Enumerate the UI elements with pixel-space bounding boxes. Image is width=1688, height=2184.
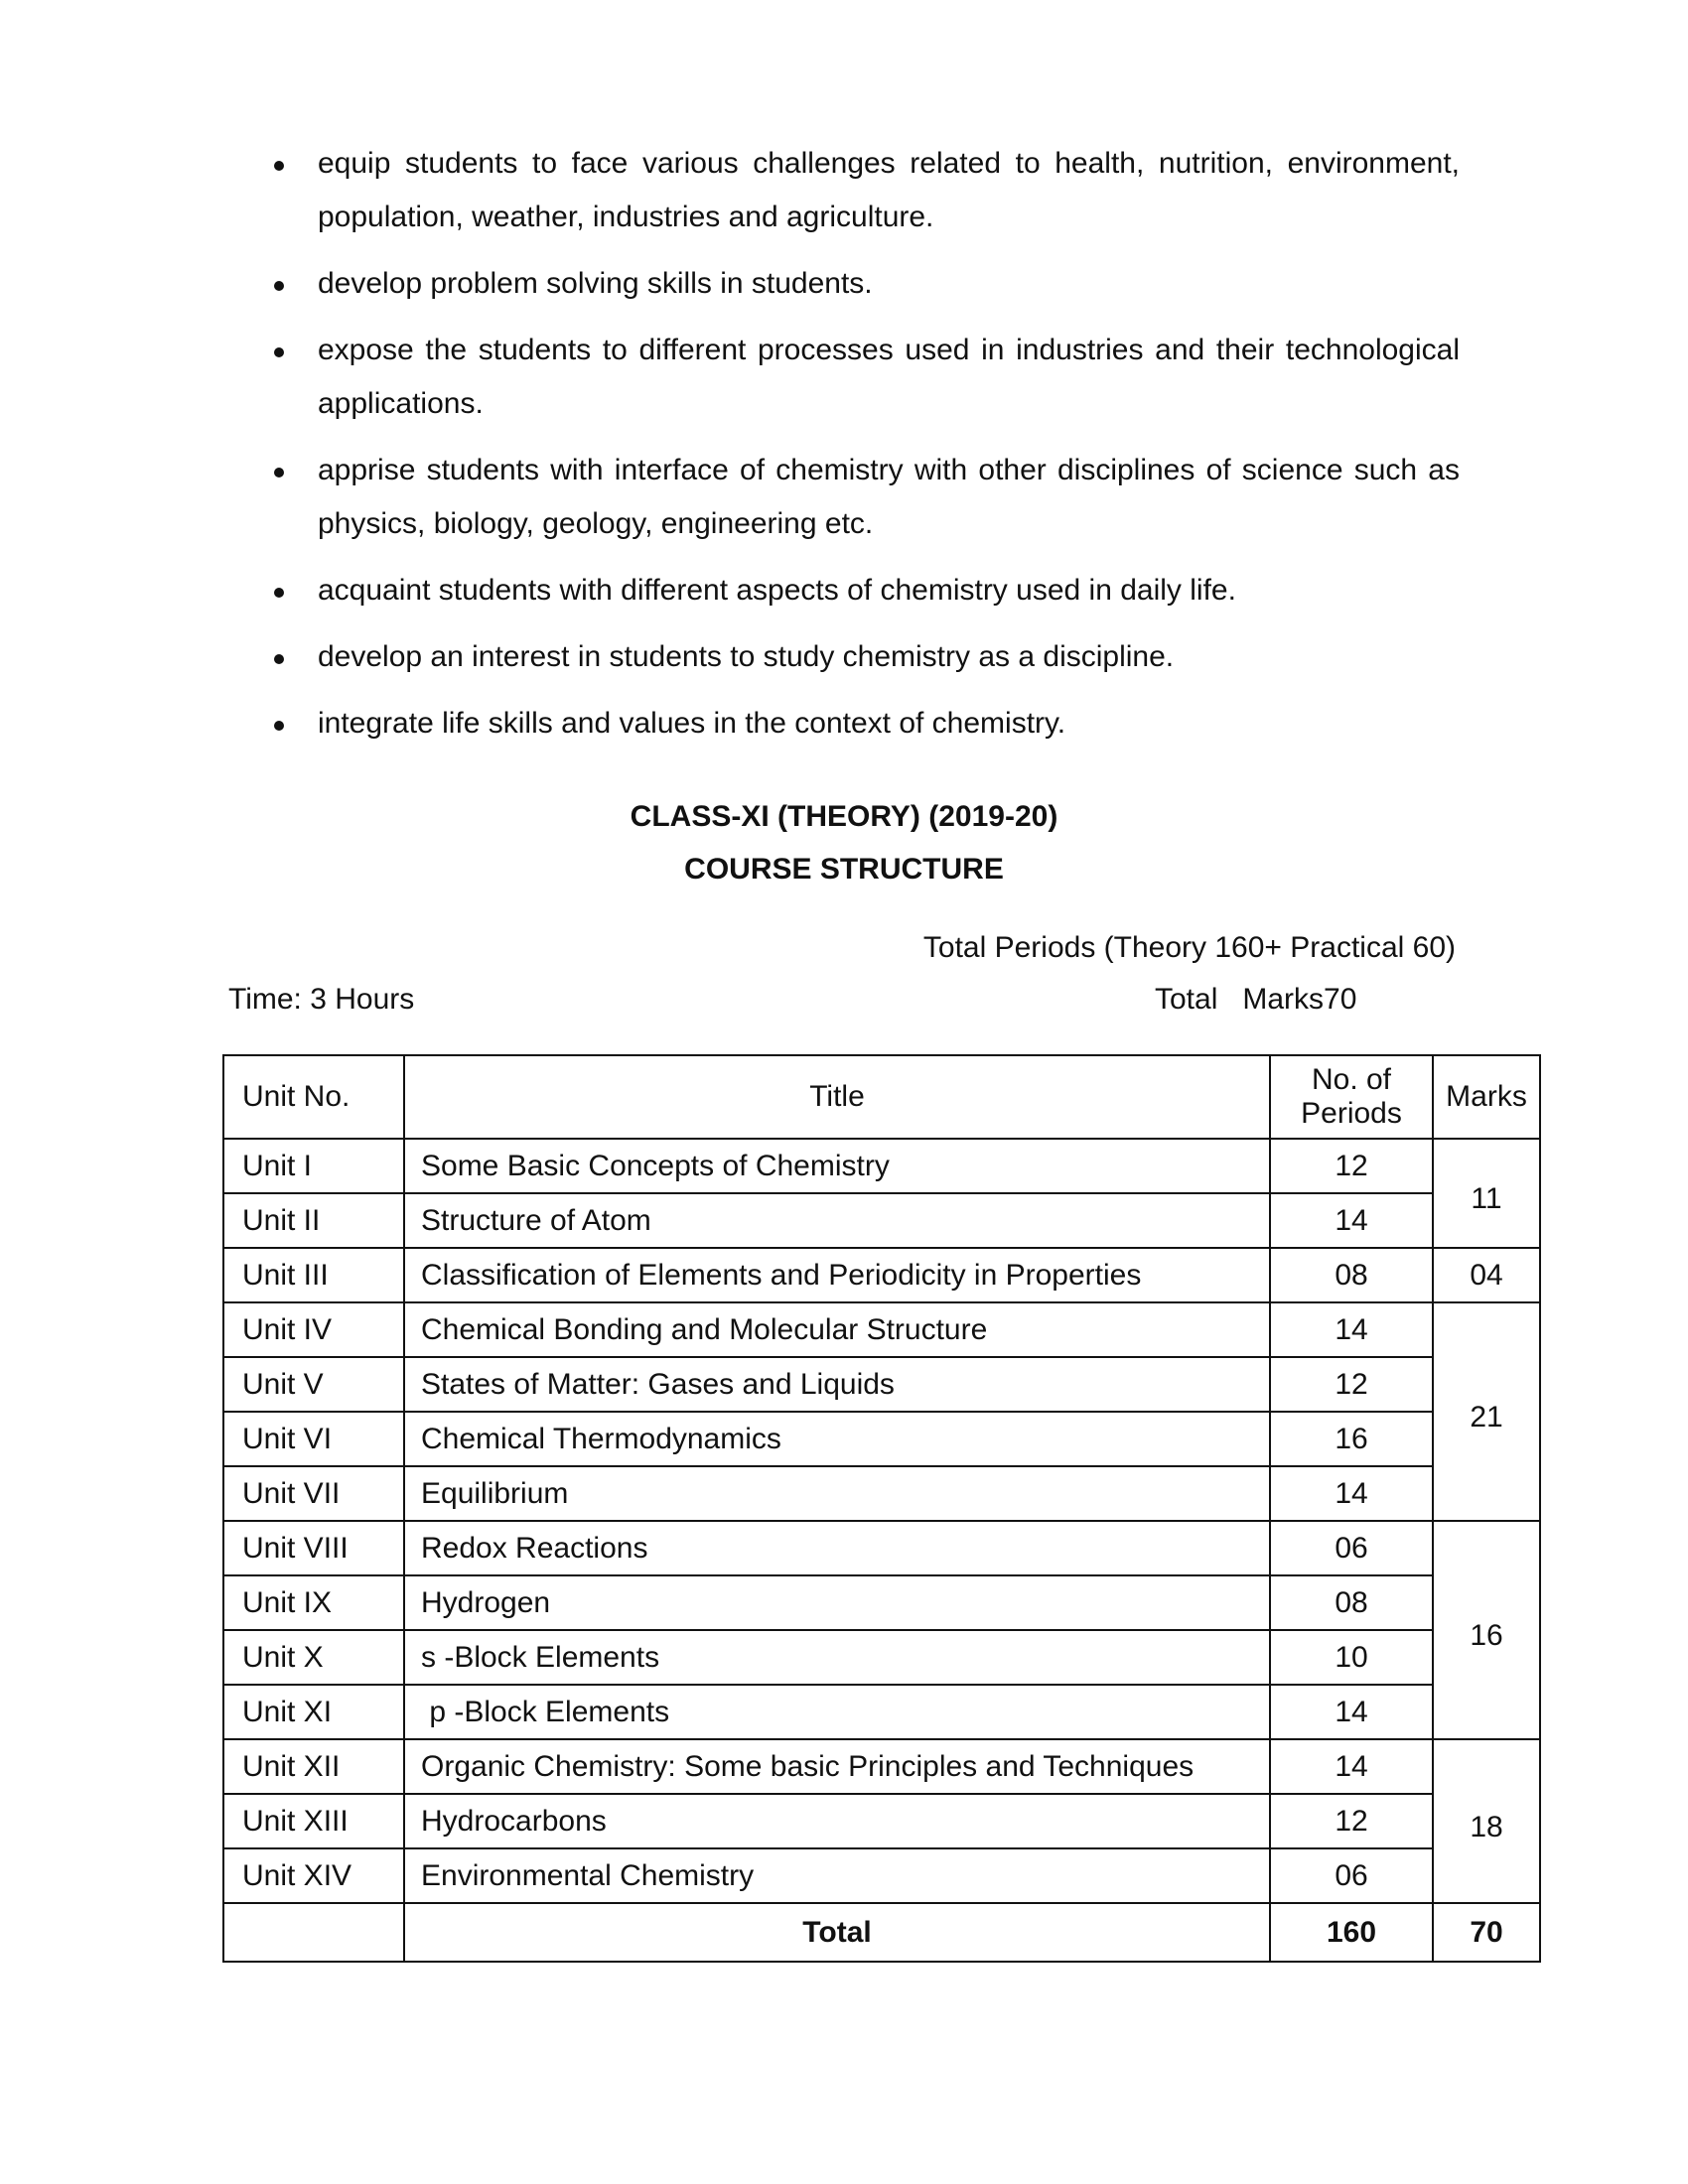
unit-cell: Unit XI <box>223 1685 404 1739</box>
periods-cell: 16 <box>1270 1412 1433 1466</box>
total-periods-note: Total Periods (Theory 160+ Practical 60) <box>922 931 1456 964</box>
column-header-marks: Marks <box>1433 1055 1540 1139</box>
table-row <box>223 1521 1540 1575</box>
bullet-icon <box>274 161 284 171</box>
unit-cell: Unit XII <box>223 1739 404 1794</box>
table-header-row <box>223 1055 1540 1139</box>
bullet-icon <box>274 468 284 478</box>
unit-cell: Unit VIII <box>223 1521 404 1575</box>
bullet-icon <box>274 588 284 598</box>
periods-cell: 12 <box>1270 1139 1433 1193</box>
periods-cell: 14 <box>1270 1302 1433 1357</box>
table-row <box>223 1739 1540 1794</box>
unit-cell: Unit I <box>223 1139 404 1193</box>
course-structure-table <box>222 1054 1541 1963</box>
column-header-periods: No. of Periods <box>1270 1055 1433 1139</box>
course-structure-title: COURSE STRUCTURE <box>684 853 1004 886</box>
table-row <box>223 1357 1540 1412</box>
title-cell: Redox Reactions <box>404 1521 1270 1575</box>
unit-cell: Unit X <box>223 1630 404 1685</box>
marks-cell: 18 <box>1433 1739 1540 1903</box>
list-item: expose the students to different processes used in industries and their technological applications. <box>268 324 1460 431</box>
unit-cell: Unit VI <box>223 1412 404 1466</box>
periods-cell: 14 <box>1270 1193 1433 1248</box>
table-row <box>223 1630 1540 1685</box>
table-row <box>223 1193 1540 1248</box>
title-cell: Chemical Bonding and Molecular Structure <box>404 1302 1270 1357</box>
table-row <box>223 1848 1540 1903</box>
unit-cell: Unit XIII <box>223 1794 404 1848</box>
total-label: Total <box>404 1903 1270 1962</box>
table-row <box>223 1139 1540 1193</box>
list-item: acquaint students with different aspects of chemistry used in daily life. <box>268 564 1460 617</box>
bullet-icon <box>274 654 284 664</box>
periods-cell: 14 <box>1270 1466 1433 1521</box>
title-cell: Classification of Elements and Periodicity in Properties <box>404 1248 1270 1302</box>
total-marks-cell: 70 <box>1433 1903 1540 1962</box>
empty-cell <box>223 1903 404 1962</box>
list-item: equip students to face various challenges related to health, nutrition, environment, population, weather, industries and agriculture. <box>268 137 1460 244</box>
title-cell: Hydrocarbons <box>404 1794 1270 1848</box>
total-periods-cell: 160 <box>1270 1903 1433 1962</box>
title-cell: Environmental Chemistry <box>404 1848 1270 1903</box>
unit-cell: Unit XIV <box>223 1848 404 1903</box>
list-item: develop problem solving skills in students. <box>268 257 1460 311</box>
marks-cell: 16 <box>1433 1521 1540 1739</box>
periods-cell: 06 <box>1270 1848 1433 1903</box>
periods-cell: 10 <box>1270 1630 1433 1685</box>
title-cell: Equilibrium <box>404 1466 1270 1521</box>
column-header-unit: Unit No. <box>223 1055 404 1139</box>
periods-cell: 14 <box>1270 1685 1433 1739</box>
table-row <box>223 1794 1540 1848</box>
class-title: CLASS-XI (THEORY) (2019-20) <box>630 800 1058 833</box>
list-item: apprise students with interface of chemistry with other disciplines of science such as physics, biology, geology, engineering etc. <box>268 444 1460 551</box>
table-row <box>223 1302 1540 1357</box>
title-cell: p -Block Elements <box>404 1685 1270 1739</box>
list-item: integrate life skills and values in the context of chemistry. <box>268 697 1460 751</box>
unit-cell: Unit IV <box>223 1302 404 1357</box>
title-cell: Chemical Thermodynamics <box>404 1412 1270 1466</box>
periods-cell: 12 <box>1270 1357 1433 1412</box>
title-cell: Organic Chemistry: Some basic Principles and Techniques <box>404 1739 1270 1794</box>
title-cell: s -Block Elements <box>404 1630 1270 1685</box>
unit-cell: Unit III <box>223 1248 404 1302</box>
table-row <box>223 1466 1540 1521</box>
total-marks: Total Marks70 <box>1155 983 1357 1016</box>
unit-cell: Unit VII <box>223 1466 404 1521</box>
title-cell: Hydrogen <box>404 1575 1270 1630</box>
table-row <box>223 1685 1540 1739</box>
marks-cell: 11 <box>1433 1139 1540 1248</box>
objectives-list <box>268 137 1460 763</box>
table-row <box>223 1412 1540 1466</box>
bullet-icon <box>274 721 284 731</box>
marks-cell: 04 <box>1433 1248 1540 1302</box>
unit-cell: Unit IX <box>223 1575 404 1630</box>
periods-cell: 06 <box>1270 1521 1433 1575</box>
bullet-icon <box>274 347 284 357</box>
column-header-title: Title <box>404 1055 1270 1139</box>
periods-cell: 12 <box>1270 1794 1433 1848</box>
total-row <box>223 1903 1540 1962</box>
list-item: develop an interest in students to study chemistry as a discipline. <box>268 630 1460 684</box>
unit-cell: Unit II <box>223 1193 404 1248</box>
table-row <box>223 1575 1540 1630</box>
marks-cell: 21 <box>1433 1302 1540 1521</box>
title-cell: States of Matter: Gases and Liquids <box>404 1357 1270 1412</box>
title-cell: Structure of Atom <box>404 1193 1270 1248</box>
unit-cell: Unit V <box>223 1357 404 1412</box>
exam-time: Time: 3 Hours <box>228 983 415 1016</box>
bullet-icon <box>274 281 284 291</box>
title-cell: Some Basic Concepts of Chemistry <box>404 1139 1270 1193</box>
periods-cell: 08 <box>1270 1575 1433 1630</box>
table-row <box>223 1248 1540 1302</box>
periods-cell: 14 <box>1270 1739 1433 1794</box>
periods-cell: 08 <box>1270 1248 1433 1302</box>
